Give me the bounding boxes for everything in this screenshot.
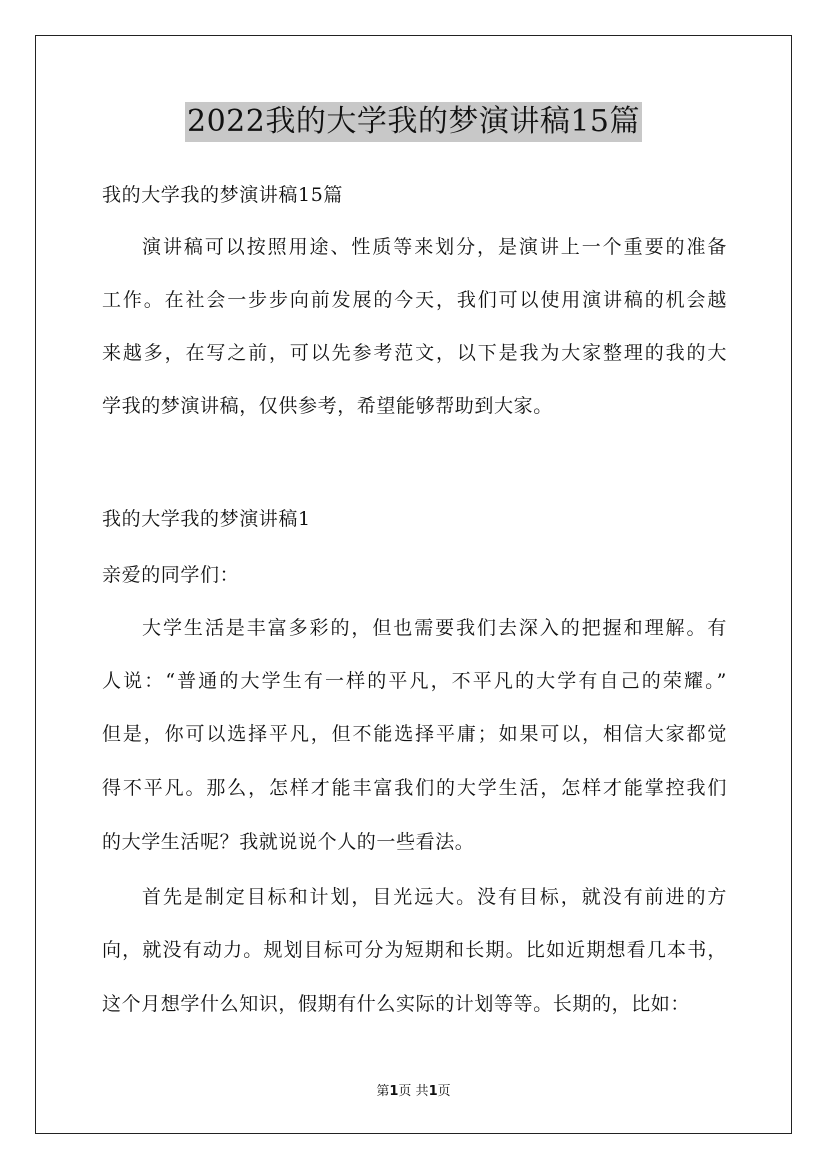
- para1-line-1: 大学生活是丰富多彩的，但也需要我们去深入的把握和理解。有: [142, 617, 727, 639]
- footer-page-prefix: 第: [376, 1084, 390, 1099]
- greeting: 亲爱的同学们：: [102, 564, 240, 586]
- para2-line-1: 首先是制定目标和计划，目光远大。没有目标，就没有前进的方: [142, 886, 727, 908]
- subtitle: 我的大学我的梦演讲稿15篇: [102, 184, 343, 206]
- section-heading: 我的大学我的梦演讲稿1: [102, 508, 311, 530]
- footer-page-suffix: 页: [437, 1084, 451, 1099]
- para1-line-4: 得不平凡。那么，怎样才能丰富我们的大学生活，怎样才能掌控我们: [102, 777, 727, 799]
- footer-page-number: 1: [389, 1084, 399, 1099]
- intro-line-4: 学我的梦演讲稿，仅供参考，希望能够帮助到大家。: [102, 395, 553, 417]
- intro-line-2: 工作。在社会一步步向前发展的今天，我们可以使用演讲稿的机会越: [102, 289, 727, 311]
- para2-line-3: 这个月想学什么知识，假期有什么实际的计划等等。长期的，比如：: [102, 993, 691, 1015]
- document-title: 2022我的大学我的梦演讲稿15篇: [185, 102, 642, 142]
- intro-line-3: 来越多，在写之前，可以先参考范文，以下是我为大家整理的我的大: [102, 342, 727, 364]
- footer-page-mid: 页 共: [398, 1084, 429, 1099]
- title-container: [0, 102, 827, 142]
- page-footer: [0, 1084, 827, 1100]
- para1-line-5: 的大学生活呢？我就说说个人的一些看法。: [102, 831, 475, 853]
- para1-line-2: 人说：“普通的大学生有一样的平凡，不平凡的大学有自己的荣耀。”: [102, 670, 727, 692]
- footer-page-total: 1: [428, 1084, 438, 1099]
- para1-line-3: 但是，你可以选择平凡，但不能选择平庸；如果可以，相信大家都觉: [102, 723, 727, 745]
- para2-line-2: 向，就没有动力。规划目标可分为短期和长期。比如近期想看几本书，: [102, 939, 727, 961]
- intro-line-1: 演讲稿可以按照用途、性质等来划分，是演讲上一个重要的准备: [142, 236, 727, 258]
